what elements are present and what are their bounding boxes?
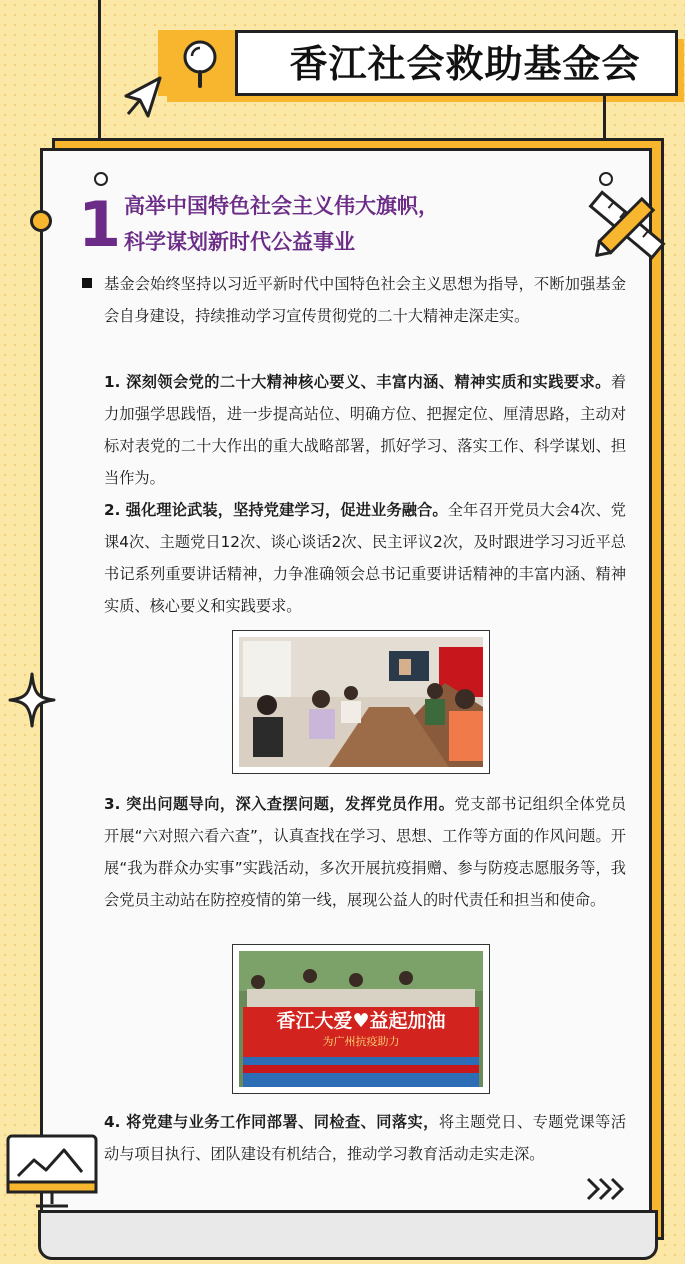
item-1 [104, 366, 626, 494]
section-title-line1: 高举中国特色社会主义伟大旗帜， [124, 194, 439, 218]
string-knot-left [94, 172, 108, 186]
section-number: 1 [78, 188, 122, 261]
item-4-text: 将主题党日、专题党课等活动与项目执行、团队建设有机结合，推动学习教育活动走实走深。 [104, 1113, 627, 1163]
side-dot [30, 210, 52, 232]
item-4 [104, 1106, 626, 1170]
item-1-text: 着力加强学思践悟，进一步提高站位、明确方位、把握定位、厘清思路，主动对标对表党的二十大作出的重大战略部署，抓好学习、落实工作、科学谋划、担当作为。 [104, 373, 626, 487]
bullet-square [82, 278, 92, 288]
item-3-bold: 3. 突出问题导向，深入查摆问题，发挥党员作用。 [104, 795, 455, 813]
item-3-text: 党支部书记组织全体党员开展“六对照六看六查”，认真查找在学习、思想、工作等方面的作风问题。开展“我为群众办实事”实践活动，多次开展抗疫捐赠、参与防疫志愿服务等，我会党员主动站在防控疫情的第一线，展现公益人的时代责任和担当和使命。 [104, 795, 627, 909]
donation-photo [232, 944, 490, 1094]
item-2 [104, 494, 626, 622]
meeting-photo [232, 630, 490, 774]
page-title: 香江社会救助基金会 [289, 42, 641, 86]
banner-main-text: 香江大爱♥益起加油 [276, 1010, 446, 1032]
item-4-bold: 4. 将党建与业务工作同部署、同检查、同落实， [104, 1113, 439, 1131]
cursor-arrow-icon [118, 70, 174, 126]
chevrons-right-icon [584, 1176, 632, 1202]
sparkle-icon [8, 672, 56, 728]
item-1-bold: 1. 深刻领会党的二十大精神核心要义、丰富内涵、精神实质和实践要求。 [104, 373, 611, 391]
intro-paragraph: 基金会始终坚持以习近平新时代中国特色社会主义思想为指导，不断加强基金会自身建设，持续推动学习宣传贯彻党的二十大精神走深走实。 [104, 275, 626, 325]
banner-sub-text: 为广州抗疫助力 [322, 1035, 400, 1048]
item-3 [104, 788, 626, 916]
section-title [124, 188, 544, 260]
section-title-line2: 科学谋划新时代公益事业 [124, 230, 355, 254]
item-2-text: 全年召开党员大会4次、党课4次、主题党日12次、谈心谈话2次、民主评议2次，及时跟进学习习近平总书记系列重要讲话精神，力争准确领会总书记重要讲话精神的丰富内涵、精神实质、核心要义和实践要求。 [104, 501, 626, 615]
donation-banner [243, 1007, 479, 1057]
scroll-rod [38, 1210, 658, 1260]
ruler-pencil-icon [582, 180, 672, 270]
item-2-bold: 2. 强化理论武装，坚持党建学习，促进业务融合。 [104, 501, 448, 519]
laptop-chart-icon [4, 1132, 100, 1216]
